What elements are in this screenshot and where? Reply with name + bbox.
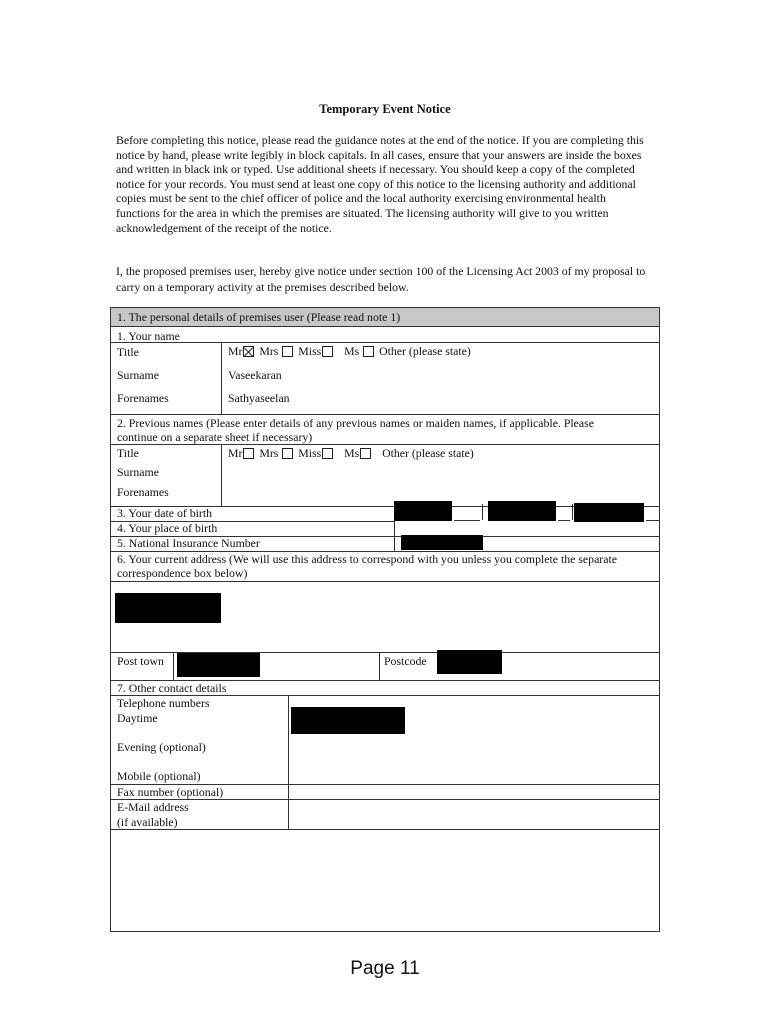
title-miss-checkbox[interactable] bbox=[322, 346, 333, 357]
your-name-label: 1. Your name bbox=[117, 329, 180, 343]
prev-surname-label: Surname bbox=[117, 465, 159, 479]
postcode-redacted bbox=[437, 650, 502, 674]
title-label: Title bbox=[117, 345, 139, 359]
ni-number-redacted bbox=[401, 535, 483, 550]
dob-year-redacted bbox=[574, 503, 644, 522]
dob-month-redacted bbox=[488, 501, 556, 521]
prev-title-mr-checkbox[interactable] bbox=[243, 448, 254, 459]
address-redacted bbox=[115, 593, 221, 623]
prev-title-mrs-checkbox[interactable] bbox=[282, 448, 293, 459]
evening-label: Evening (optional) bbox=[117, 740, 206, 754]
title-mrs-checkbox[interactable] bbox=[282, 346, 293, 357]
title-option-mrs-label: Mrs bbox=[259, 344, 279, 358]
premises-user-form bbox=[110, 307, 660, 932]
surname-label: Surname bbox=[117, 368, 159, 382]
document-title: Temporary Event Notice bbox=[319, 102, 451, 116]
prev-title-option-other-label: Other (please state) bbox=[382, 446, 474, 460]
email-note: (if available) bbox=[117, 815, 178, 829]
prev-title-ms-checkbox[interactable] bbox=[360, 448, 371, 459]
intro-paragraph: Before completing this notice, please read the guidance notes at the end of the notice. If you are completing this notice by hand, please write legibly in block capitals. In all cases, ensure that your answers are inside the boxes and written in black ink or typed. Use additional sheets if necessary. You should keep a copy of the completed notice for your records. You must send at least one copy of this notice to the licensing authority and additional copies must be sent to the chief officer of police and the local authority exercising environmental health functions for the area in which the premises are situated. The licensing authority will give to you written acknowledgement of the receipt of the notice. bbox=[116, 133, 644, 235]
prev-title-option-mrs-label: Mrs bbox=[259, 446, 279, 460]
prev-title-label: Title bbox=[117, 446, 139, 460]
post-town-label: Post town bbox=[117, 654, 164, 668]
email-label: E-Mail address bbox=[117, 800, 189, 814]
title-options bbox=[228, 344, 471, 358]
declaration-paragraph: I, the proposed premises user, hereby give notice under section 100 of the Licensing Act 2003 of my proposal to carry on a temporary activity at the premises described below. bbox=[116, 264, 646, 294]
prev-title-miss-checkbox[interactable] bbox=[322, 448, 333, 459]
dob-day-redacted bbox=[394, 501, 452, 521]
surname-value[interactable]: Vaseekaran bbox=[228, 368, 282, 382]
place-of-birth-label: 4. Your place of birth bbox=[117, 521, 218, 535]
prev-title-options bbox=[228, 446, 474, 460]
fax-label: Fax number (optional) bbox=[117, 785, 224, 799]
post-town-redacted bbox=[177, 653, 260, 677]
other-contact-label: 7. Other contact details bbox=[117, 681, 227, 695]
title-ms-checkbox[interactable] bbox=[363, 346, 374, 357]
ni-number-label: 5. National Insurance Number bbox=[117, 536, 260, 550]
postcode-label: Postcode bbox=[384, 654, 427, 668]
prev-title-option-ms-label: Ms bbox=[344, 446, 360, 460]
forenames-label: Forenames bbox=[117, 391, 169, 405]
current-address-label: 6. Your current address (We will use this address to correspond with you unless you complete the separate correspondence box below) bbox=[117, 552, 617, 580]
telephone-label: Telephone numbers bbox=[117, 696, 210, 710]
prev-forenames-label: Forenames bbox=[117, 485, 169, 499]
title-mr-checkbox[interactable] bbox=[243, 346, 254, 357]
title-option-miss-label: Miss bbox=[298, 344, 322, 358]
page-number: Page 11 bbox=[350, 958, 420, 979]
title-option-mr-label: Mr bbox=[228, 344, 243, 358]
section-1-header bbox=[111, 308, 659, 327]
prev-title-option-miss-label: Miss bbox=[298, 446, 322, 460]
prev-title-option-mr-label: Mr bbox=[228, 446, 243, 460]
daytime-label: Daytime bbox=[117, 711, 158, 725]
title-option-ms-label: Ms bbox=[344, 344, 360, 358]
mobile-label: Mobile (optional) bbox=[117, 769, 201, 783]
title-option-other-label: Other (please state) bbox=[379, 344, 471, 358]
dob-label: 3. Your date of birth bbox=[117, 506, 213, 520]
section-1-header-label: 1. The personal details of premises user (Please read note 1) bbox=[117, 310, 401, 324]
daytime-phone-redacted bbox=[291, 707, 405, 734]
previous-names-label: 2. Previous names (Please enter details of any previous names or maiden names, if applicable. Please continue on a separate sheet if necessary) bbox=[117, 416, 594, 444]
forenames-value[interactable]: Sathyaseelan bbox=[228, 391, 290, 405]
